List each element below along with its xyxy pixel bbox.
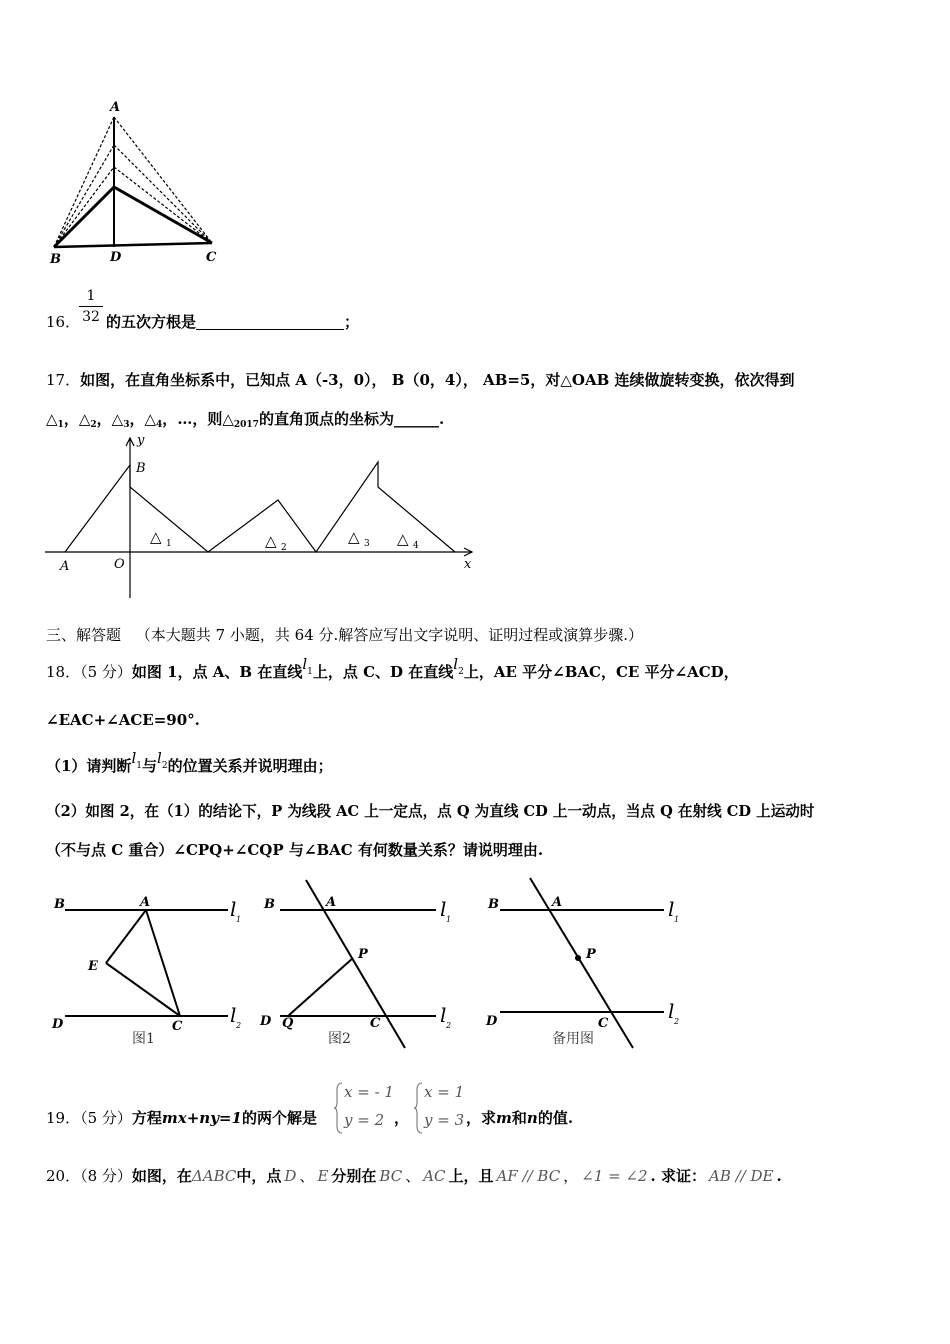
q19-comma: ， (394, 1109, 410, 1127)
q19-number: 19． (46, 1109, 81, 1127)
fig3-label-l1-sub: 1 (674, 915, 680, 924)
q17-line1 (46, 370, 795, 390)
q19-sys1-row2: y = 2 (344, 1111, 385, 1129)
fig2-label-l1: l (440, 897, 447, 921)
section3-note: （本大题共 7 小题，共 64 分.解答应写出文字说明、证明过程或演算步骤.） (135, 626, 644, 644)
fig2-label-a: A (326, 895, 337, 910)
q20-point-e: E (317, 1167, 329, 1185)
fig2-transversal (306, 880, 405, 1048)
q19-text-b: 的两个解是 (241, 1109, 317, 1127)
q16-end: ； (344, 313, 360, 331)
top-fig-label-a: A (110, 100, 121, 115)
q19-and: 和 (511, 1109, 527, 1127)
fig2-label-c: C (370, 1016, 381, 1031)
q17-ellipsis: …，则 (177, 410, 223, 428)
top-fig-line (54, 187, 114, 247)
line-l-symbol: l (157, 749, 162, 767)
q20-number: 20． (46, 1167, 81, 1185)
section3-title: 三、解答题 (46, 626, 122, 644)
q17-tri-sub: 2 (90, 420, 97, 430)
fig1-label-l2: l (230, 1003, 237, 1027)
q19-sys1-row1: x = - 1 (344, 1083, 394, 1101)
fig1-caption: 图1 (132, 1031, 155, 1047)
top-fig-label-d: D (110, 250, 122, 265)
q19-var-m: m (496, 1109, 512, 1127)
q16-number: 16． (46, 313, 81, 331)
q20-text-d: 上，且 (448, 1167, 494, 1185)
fig3-label-b: B (488, 897, 499, 912)
q16-frac-num: 1 (86, 288, 96, 304)
q18-sub1-c: 的位置关系并说明理由； (167, 757, 333, 775)
q19-text-a: 方程 (131, 1109, 162, 1127)
q16-text (106, 312, 359, 332)
section3-heading (46, 625, 643, 645)
line-l-sub: 2 (458, 667, 464, 677)
fig2-label-p: P (358, 947, 368, 962)
top-fig-label-b: B (50, 252, 61, 267)
fig3-caption: 备用图 (552, 1031, 594, 1047)
fig2-label-l2: l (440, 1003, 447, 1027)
top-fig-dashed (114, 167, 212, 243)
q19-text-d: 的值. (537, 1109, 574, 1127)
q17-fig-label-y: y (137, 433, 145, 448)
q16-frac-den: 32 (82, 309, 100, 325)
q18-line2: ∠EAC+∠ACE=90°. (46, 711, 200, 729)
top-fig-dashed (54, 167, 114, 247)
q20-score: （8 分） (80, 1167, 132, 1185)
q20-dun: 、 (299, 1167, 315, 1185)
q19-sys2-row2: y = 3 (424, 1111, 465, 1129)
q19-system2-brace (414, 1082, 424, 1134)
q18-text-b: 上，点 C、D 在直线 (312, 663, 454, 681)
q18-sub2-line2: （不与点 C 重合）∠CPQ+∠CQP 与∠BAC 有何数量关系？请说明理由. (46, 841, 544, 859)
fig1-label-l1: l (230, 897, 237, 921)
q17-tri-symbol: △ (111, 410, 124, 428)
q18-sub1-a: （1）请判断 (46, 757, 132, 775)
fig3-label-l1: l (668, 897, 675, 921)
fig1-label-e: E (88, 959, 98, 974)
tri-label-1-sub: 1 (166, 539, 172, 549)
tri-label-4: △ (397, 530, 409, 548)
fig3-label-c: C (598, 1016, 609, 1031)
q20-seg-ac: AC (423, 1167, 446, 1185)
q17-sep: ， (63, 410, 79, 428)
q17-stem: 如图，在直角坐标系中，已知点 A（-3，0）， B（0，4）， AB=5，对△OAB 连续做旋转变换，依次得到 (80, 371, 795, 389)
q20-text-c: 分别在 (331, 1167, 377, 1185)
q18-score: （5 分） (80, 663, 132, 681)
tri-label-4-sub: 4 (413, 541, 419, 551)
q17-fig-label-x: x (464, 557, 472, 572)
top-fig-line (54, 243, 212, 247)
q20-cond1: AF // BC (496, 1167, 561, 1185)
line-l-symbol: l (131, 749, 137, 767)
tri-label-3-sub: 3 (364, 539, 370, 549)
q17-tri-symbol: △ (222, 410, 234, 428)
q18-sub1-b: 与 (142, 757, 158, 775)
q17-end: . (438, 410, 445, 428)
q17-fig-label-b: B (136, 461, 146, 476)
fig2-pq (288, 958, 353, 1016)
q18-sub1 (46, 749, 333, 782)
fig2-label-d: D (260, 1014, 272, 1029)
fig3-label-l2: l (668, 999, 675, 1023)
fig2-label-l2-sub: 2 (446, 1021, 452, 1030)
q20-cond2: ∠1 = ∠2 (581, 1167, 648, 1185)
top-fig-label-c: C (206, 250, 217, 265)
q17-sep: ， (96, 410, 112, 428)
q20-text-a: 如图，在 (131, 1167, 192, 1185)
q17-tail: 的直角顶点的坐标为 (258, 410, 394, 428)
fig1-ac (146, 910, 180, 1016)
line-l-sub: 1 (307, 667, 313, 677)
fig1-label-d: D (52, 1017, 64, 1032)
q19-text-c: ，求 (466, 1109, 497, 1127)
fig1-label-a: A (140, 895, 151, 910)
q17-sep: ， (129, 410, 145, 428)
q19-var-n: n (526, 1109, 538, 1127)
q20-dun: 、 (405, 1167, 421, 1185)
q19-system1-brace (334, 1082, 344, 1134)
q20-text-e: . 求证： (650, 1167, 706, 1185)
fig1-label-l2-sub: 2 (236, 1021, 242, 1030)
fig3-label-p: P (586, 947, 596, 962)
q16-answer-blank[interactable] (196, 314, 344, 330)
line-l-symbol: l (302, 655, 308, 673)
q17-answer-blank[interactable]: ______ (393, 410, 439, 428)
fig2-caption: 图2 (328, 1031, 351, 1047)
q18-sub2-line1: （2）如图 2，在（1）的结论下，P 为线段 AC 上一定点，点 Q 为直线 CD 上一动点，当点 Q 在射线 CD 上运动时 (46, 803, 815, 820)
q17-tri-sub: 1 (57, 420, 64, 430)
fig3-transversal (530, 878, 633, 1048)
q17-tri-symbol: △ (144, 410, 157, 428)
q19-equation: mx+ny=1 (161, 1109, 242, 1127)
line-l-sub: 2 (161, 761, 168, 771)
fig2-label-l1-sub: 1 (446, 915, 452, 924)
q17-fig-label-o: O (114, 557, 125, 572)
top-fig-line (114, 187, 212, 243)
q18-line1 (46, 655, 739, 688)
top-fig-dashed (114, 117, 212, 243)
fig3-point-p (575, 955, 581, 961)
tri-label-2-sub: 2 (281, 543, 287, 553)
q17-fig-label-a: A (60, 559, 70, 574)
q19-score: （5 分） (80, 1109, 132, 1127)
fig1-ae (106, 910, 146, 963)
fig1-label-b: B (54, 897, 65, 912)
fig3-label-l2-sub: 2 (674, 1017, 680, 1026)
fig1-label-l1-sub: 1 (236, 915, 242, 924)
q20-text-b: 中，点 (236, 1167, 282, 1185)
q17-tri-sub-2017: 2017 (233, 420, 259, 430)
q20-conclusion: AB // DE (709, 1167, 774, 1185)
q18-figures (40, 870, 700, 1055)
q17-number: 17． (46, 371, 81, 389)
fig1-ec (106, 963, 180, 1016)
q17-coordinate-figure (40, 430, 485, 600)
top-fig-dashed (54, 117, 114, 247)
q18-number: 18． (46, 663, 81, 681)
tri-label-3: △ (348, 528, 360, 546)
fig3-label-a: A (552, 895, 563, 910)
q20-triangle: ΔABC (191, 1167, 237, 1185)
q16-fraction (79, 288, 103, 325)
tri-label-1: △ (150, 528, 162, 546)
fig1-label-c: C (172, 1019, 183, 1034)
q17-tri-symbol: △ (78, 410, 91, 428)
line-l-sub: 1 (136, 761, 142, 771)
line-l-symbol: l (453, 655, 459, 673)
q20-line (46, 1166, 782, 1186)
q16-stem: 的五次方根是 (106, 313, 197, 331)
fig2-label-b: B (264, 897, 275, 912)
q20-point-d: D (284, 1167, 297, 1185)
top-triangle-figure (40, 95, 230, 270)
fig3-label-d: D (486, 1014, 498, 1029)
q19-sys2-row1: x = 1 (424, 1083, 465, 1101)
q20-seg-bc: BC (379, 1167, 403, 1185)
q19-line (46, 1108, 317, 1128)
q17-tri-sub: 4 (156, 420, 163, 430)
tri-label-2: △ (265, 532, 277, 550)
q18-text-a: 如图 1，点 A、B 在直线 (131, 663, 303, 681)
q18-text-c: 上，AE 平分∠BAC，CE 平分∠ACD， (463, 663, 739, 681)
fig2-label-q: Q (282, 1016, 294, 1031)
q20-end: . (776, 1167, 782, 1185)
q17-sep: ， (162, 410, 178, 428)
q19-tail (466, 1108, 573, 1128)
q17-tri-symbol: △ (46, 410, 58, 428)
q17-tri-sub: 3 (123, 420, 130, 430)
q20-sep: ， (563, 1167, 579, 1185)
